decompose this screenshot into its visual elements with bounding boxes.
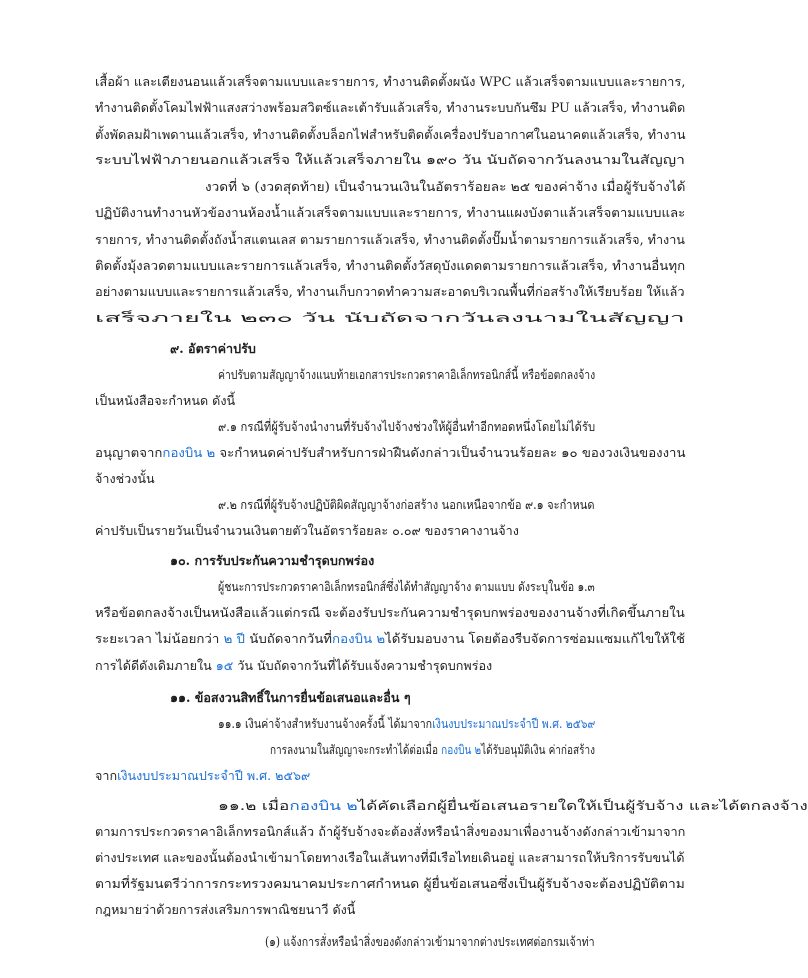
text-line xyxy=(218,418,595,436)
text-line xyxy=(95,849,685,867)
heading-text: ๑๑. ข้อสงวนสิทธิ์ในการยื่นข้อเสนอและอื่น ๆ xyxy=(170,690,411,705)
text-line xyxy=(95,604,685,622)
text-segment: ปฏิบัติงานทำงานหัวข้องานห้องน้ำแล้วเสร็จตามแบบและรายการ, ทำงานแผงบังตาแล้วเสร็จตามแบบและ xyxy=(95,205,686,220)
text-line xyxy=(95,657,492,675)
text-segment: ค่าปรับตามสัญญาจ้างแนบท้ายเอกสารประกวดราคาอิเล็กทรอนิกส์นี้ หรือข้อตกลงจ้าง xyxy=(218,367,596,382)
text-line xyxy=(95,875,685,893)
text-line xyxy=(95,151,685,169)
highlighted-text: กองบิน ๒ xyxy=(332,631,386,646)
text-line xyxy=(170,689,411,707)
text-segment: เสื้อผ้า และเตียงนอนแล้วเสร็จตามแบบและรายการ, ทำงานติดตั้งผนัง WPC แล้วเสร็จตามแบบและรายการ, xyxy=(95,74,686,89)
heading-text: ๑๐. การรับประกันความชำรุดบกพร่อง xyxy=(170,553,375,568)
text-line xyxy=(218,578,595,596)
text-line xyxy=(95,126,685,144)
text-segment: ๙.๒ กรณีที่ผู้รับจ้างปฏิบัติผิดสัญญาจ้างก่อสร้าง นอกเหนือจากข้อ ๙.๑ จะกำหนด xyxy=(218,497,595,512)
heading-text: อัตราค่าปรับ xyxy=(188,341,256,356)
text-line xyxy=(265,933,595,951)
text-segment: ได้รับอนุมัติเงิน ค่าก่อสร้าง xyxy=(481,742,595,757)
text-line xyxy=(170,340,256,358)
text-segment: ตามที่รัฐมนตรีว่าการกระทรวงคมนาคมประกาศกำหนด ผู้ยื่นข้อเสนอซึ่งเป็นผู้รับจ้างจะต้องปฏิบัติตาม xyxy=(95,876,685,891)
text-segment: ได้คัดเลือกผู้ยื่นข้อเสนอรายใดให้เป็นผู้รับจ้าง และได้ตกลงจ้าง xyxy=(357,798,808,813)
text-line xyxy=(95,257,685,275)
text-segment: จาก xyxy=(95,768,118,783)
text-segment: ๑๑.๒ เมื่อ xyxy=(218,798,290,813)
text-line xyxy=(95,392,235,410)
text-segment: กฎหมายว่าด้วยการส่งเสริมการพาณิชยนาวี ดังนี้ xyxy=(95,902,356,917)
text-segment: จะกำหนดค่าปรับสำหรับการฝ่าฝืนดังกล่าวเป็นจำนวนร้อยละ ๑๐ ของวงเงินของงาน xyxy=(215,445,686,460)
highlighted-text: กองบิน ๒ xyxy=(162,445,216,460)
text-line xyxy=(95,444,686,462)
text-segment: ๑๑.๑ เงินค่าจ้างสำหรับงานจ้างครั้งนี้ ได้มาจาก xyxy=(218,716,433,731)
text-line xyxy=(95,309,685,327)
text-line xyxy=(95,283,685,301)
text-line xyxy=(95,767,310,785)
text-segment: เสร็จภายใน ๒๓๐ วัน นับถัดจากวันลงนามในสัญญา xyxy=(95,310,685,325)
text-line xyxy=(218,366,595,384)
text-segment: ระยะเวลา ไม่น้อยกว่า xyxy=(95,631,224,646)
highlighted-text: เงินงบประมาณประจำปี พ.ศ. ๒๕๖๙ xyxy=(117,768,311,783)
text-segment: ๙.๑ กรณีที่ผู้รับจ้างนำงานที่รับจ้างไปจ้างช่วงให้ผู้อื่นทำอีกทอดหนึ่งโดยไม่ได้รับ xyxy=(218,419,596,434)
text-line xyxy=(95,823,685,841)
text-segment: (๑) แจ้งการสั่งหรือนำสิ่งของดังกล่าวเข้ามาจากต่างประเทศต่อกรมเจ้าท่า xyxy=(265,934,595,949)
text-segment: ติดตั้งมุ้งลวดตามแบบและรายการแล้วเสร็จ, ทำงานติดตั้งวัสดุบังแดดตามรายการแล้วเสร็จ, ทำงานอื่นทุก xyxy=(95,258,686,273)
text-segment: ตั้งพัดลมฝ้าเพดานแล้วเสร็จ, ทำงานติดตั้งบล็อกไฟสำหรับติดตั้งเครื่องปรับอากาศในอนาคตแล้วเสร็จ, ทำงาน xyxy=(95,127,686,142)
text-segment: การได้ดีดังเดิมภายใน xyxy=(95,658,216,673)
text-line xyxy=(205,178,686,196)
text-segment: นับถัดจากวันที่ xyxy=(245,631,333,646)
text-segment: งวดที่ ๖ (งวดสุดท้าย) เป็นจำนวนเงินในอัตราร้อยละ ๒๕ ของค่าจ้าง เมื่อผู้รับจ้างได้ xyxy=(205,179,686,194)
highlighted-text: กองบิน ๒ xyxy=(289,798,358,813)
text-segment: หรือข้อตกลงจ้างเป็นหนังสือแล้วแต่กรณี จะต้องรับประกันความชำรุดบกพร่องของงานจ้างที่เกิดขึ้นภายใน xyxy=(95,605,685,620)
text-segment: ผู้ชนะการประกวดราคาอิเล็กทรอนิกส์ซึ่งได้ทำสัญญาจ้าง ตามแบบ ดังระบุในข้อ ๑.๓ xyxy=(218,579,595,594)
text-segment: ตามการประกวดราคาอิเล็กทรอนิกส์แล้ว ถ้าผู้รับจ้างจะต้องสั่งหรือนำสิ่งของมาเพื่องานจ้างดังกล่าวเข้ามาจาก xyxy=(95,824,686,839)
text-line xyxy=(218,496,595,514)
text-segment: ต่างประเทศ และของนั้นต้องนำเข้ามาโดยทางเรือในเส้นทางที่มีเรือไทยเดินอยู่ และสามารถให้บริการรับขนได้ xyxy=(95,850,685,865)
text-segment: วัน นับถัดจากวันที่ได้รับแจ้งความชำรุดบกพร่อง xyxy=(233,658,493,673)
text-line xyxy=(95,99,685,117)
text-segment: อนุญาตจาก xyxy=(95,445,163,460)
text-line xyxy=(95,231,685,249)
text-segment: ได้รับมอบงาน โดยต้องรีบจัดการซ่อมแซมแก้ไขให้ใช้ xyxy=(385,631,686,646)
text-line xyxy=(218,797,808,815)
text-line xyxy=(95,470,155,488)
text-segment: เป็นหนังสือจะกำหนด ดังนี้ xyxy=(95,393,236,408)
heading-text: ๙. xyxy=(170,341,188,356)
text-segment: ค่าปรับเป็นรายวันเป็นจำนวนเงินตายตัวในอัตราร้อยละ ๐.๐๙ ของราคางานจ้าง xyxy=(95,523,519,538)
text-line xyxy=(218,715,595,733)
text-segment: รายการ, ทำงานติดตั้งถังน้ำสแตนเลส ตามรายการแล้วเสร็จ, ทำงานติดตั้งปั๊มน้ำตามรายการแล้วเสร็จ, ทำงาน xyxy=(95,232,685,247)
text-line xyxy=(170,552,374,570)
highlighted-text: เงินงบประมาณประจำปี พ.ศ. ๒๕๖๙ xyxy=(432,716,596,731)
text-segment: จ้างช่วงนั้น xyxy=(95,471,155,486)
highlighted-text: ๒ ปี xyxy=(223,631,246,646)
text-segment: ทำงานติดตั้งโคมไฟฟ้าแสงสว่างพร้อมสวิตซ์และเต้ารับแล้วเสร็จ, ทำงานระบบกันซึม PU แล้วเสร็จ, ทำงานติด xyxy=(95,100,686,115)
text-segment: ระบบไฟฟ้าภายนอกแล้วเสร็จ ให้แล้วเสร็จภายใน ๑๙๐ วัน นับถัดจากวันลงนามในสัญญา xyxy=(95,152,685,167)
text-segment: อย่างตามแบบและรายการแล้วเสร็จ, ทำงานเก็บกวาดทำความสะอาดบริเวณพื้นที่ก่อสร้างให้เรียบร้อย ให้แล้ว xyxy=(95,284,685,299)
text-segment: การลงนามในสัญญาจะกระทำได้ต่อเมื่อ xyxy=(270,742,442,757)
text-line xyxy=(95,630,685,648)
text-line xyxy=(95,73,685,91)
text-line xyxy=(95,522,519,540)
text-line xyxy=(95,204,685,222)
highlighted-text: กองบิน ๒ xyxy=(441,742,482,757)
text-line xyxy=(95,901,355,919)
text-line xyxy=(270,741,595,759)
highlighted-text: ๑๕ xyxy=(215,658,234,673)
